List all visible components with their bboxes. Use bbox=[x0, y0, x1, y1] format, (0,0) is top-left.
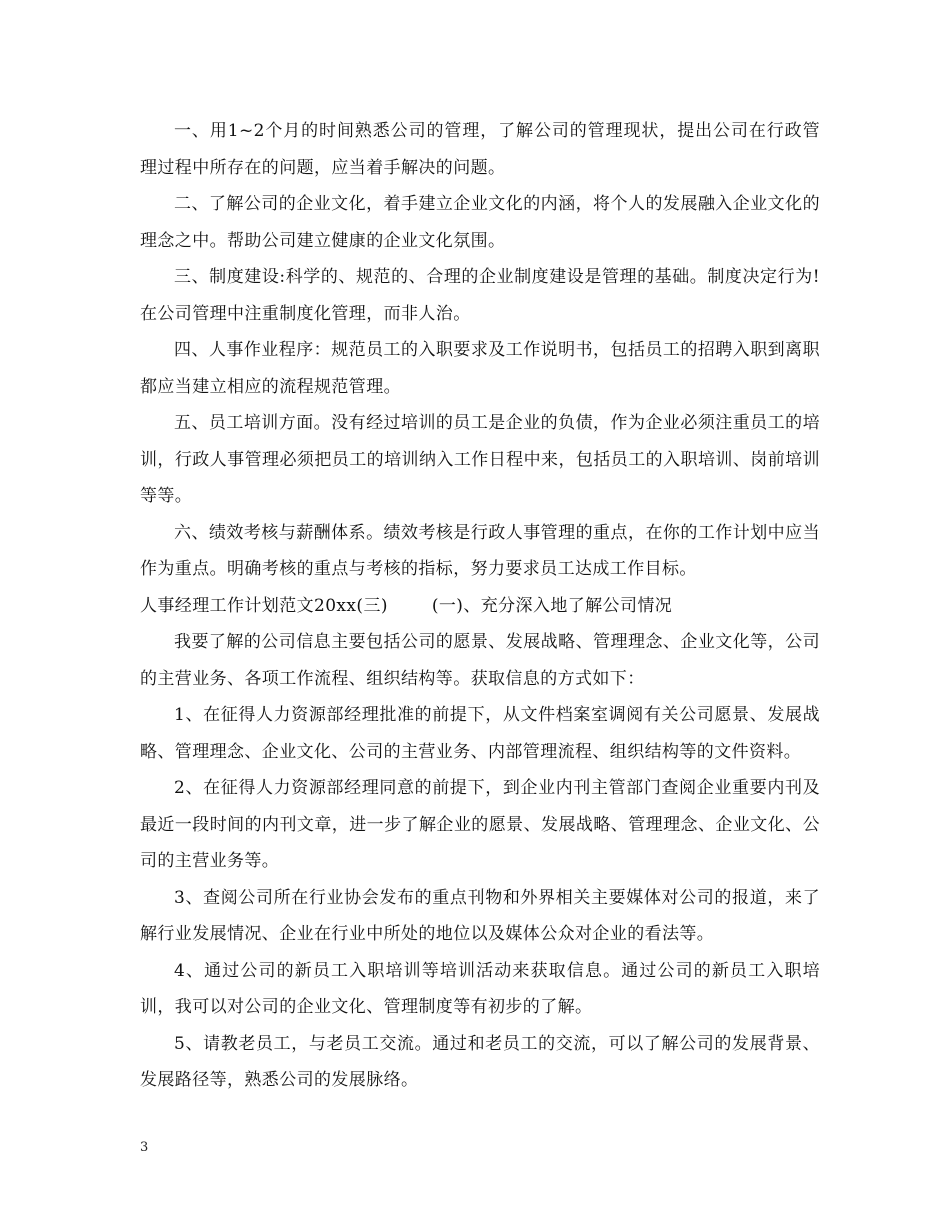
paragraph-1: 一、用1~2个月的时间熟悉公司的管理，了解公司的管理现状，提出公司在行政管理过程中所存在的问题，应当着手解决的问题。 bbox=[140, 121, 820, 178]
paragraph-12: 5、请教老员工，与老员工交流。通过和老员工的交流，可以了解公司的发展背景、发展路径等，熟悉公司的发展脉络。 bbox=[140, 1033, 820, 1090]
paragraph-7: 我要了解的公司信息主要包括公司的愿景、发展战略、管理理念、企业文化等，公司的主营业务、各项工作流程、组织结构等。获取信息的方式如下： bbox=[140, 632, 820, 689]
paragraph-8: 1、在征得人力资源部经理批准的前提下，从文件档案室调阅有关公司愿景、发展战略、管理理念、企业文化、公司的主营业务、内部管理流程、组织结构等的文件资料。 bbox=[140, 705, 820, 762]
paragraph-2: 二、了解公司的企业文化，着手建立企业文化的内涵，将个人的发展融入企业文化的理念之中。帮助公司建立健康的企业文化氛围。 bbox=[140, 194, 820, 251]
section-heading bbox=[140, 588, 820, 625]
section-heading-subtitle: (一)、充分深入地了解公司情况 bbox=[431, 595, 673, 616]
paragraph-10: 3、查阅公司所在行业协会发布的重点刊物和外界相关主要媒体对公司的报道，来了解行业发展情况、企业在行业中所处的地位以及媒体公众对企业的看法等。 bbox=[140, 887, 820, 944]
paragraph-5: 五、员工培训方面。没有经过培训的员工是企业的负债，作为企业必须注重员工的培训，行政人事管理必须把员工的培训纳入工作日程中来，包括员工的入职培训、岗前培训等等。 bbox=[140, 413, 820, 506]
paragraph-6: 六、绩效考核与薪酬体系。绩效考核是行政人事管理的重点，在你的工作计划中应当作为重点。明确考核的重点与考核的指标，努力要求员工达成工作目标。 bbox=[140, 522, 820, 579]
paragraph-9: 2、在征得人力资源部经理同意的前提下，到企业内刊主管部门查阅企业重要内刊及最近一段时间的内刊文章，进一步了解企业的愿景、发展战略、管理理念、企业文化、公司的主营业务等。 bbox=[140, 778, 820, 871]
paragraph-4: 四、人事作业程序：规范员工的入职要求及工作说明书，包括员工的招聘入职到离职都应当建立相应的流程规范管理。 bbox=[140, 340, 820, 397]
section-heading-title: 人事经理工作计划范文20xx(三) bbox=[140, 595, 388, 616]
paragraph-11: 4、通过公司的新员工入职培训等培训活动来获取信息。通过公司的新员工入职培训，我可以对公司的企业文化、管理制度等有初步的了解。 bbox=[140, 960, 820, 1017]
document-body bbox=[140, 113, 820, 1099]
page-number: 3 bbox=[140, 1140, 149, 1155]
paragraph-3: 三、制度建设:科学的、规范的、合理的企业制度建设是管理的基础。制度决定行为!在公司管理中注重制度化管理，而非人治。 bbox=[140, 267, 820, 324]
